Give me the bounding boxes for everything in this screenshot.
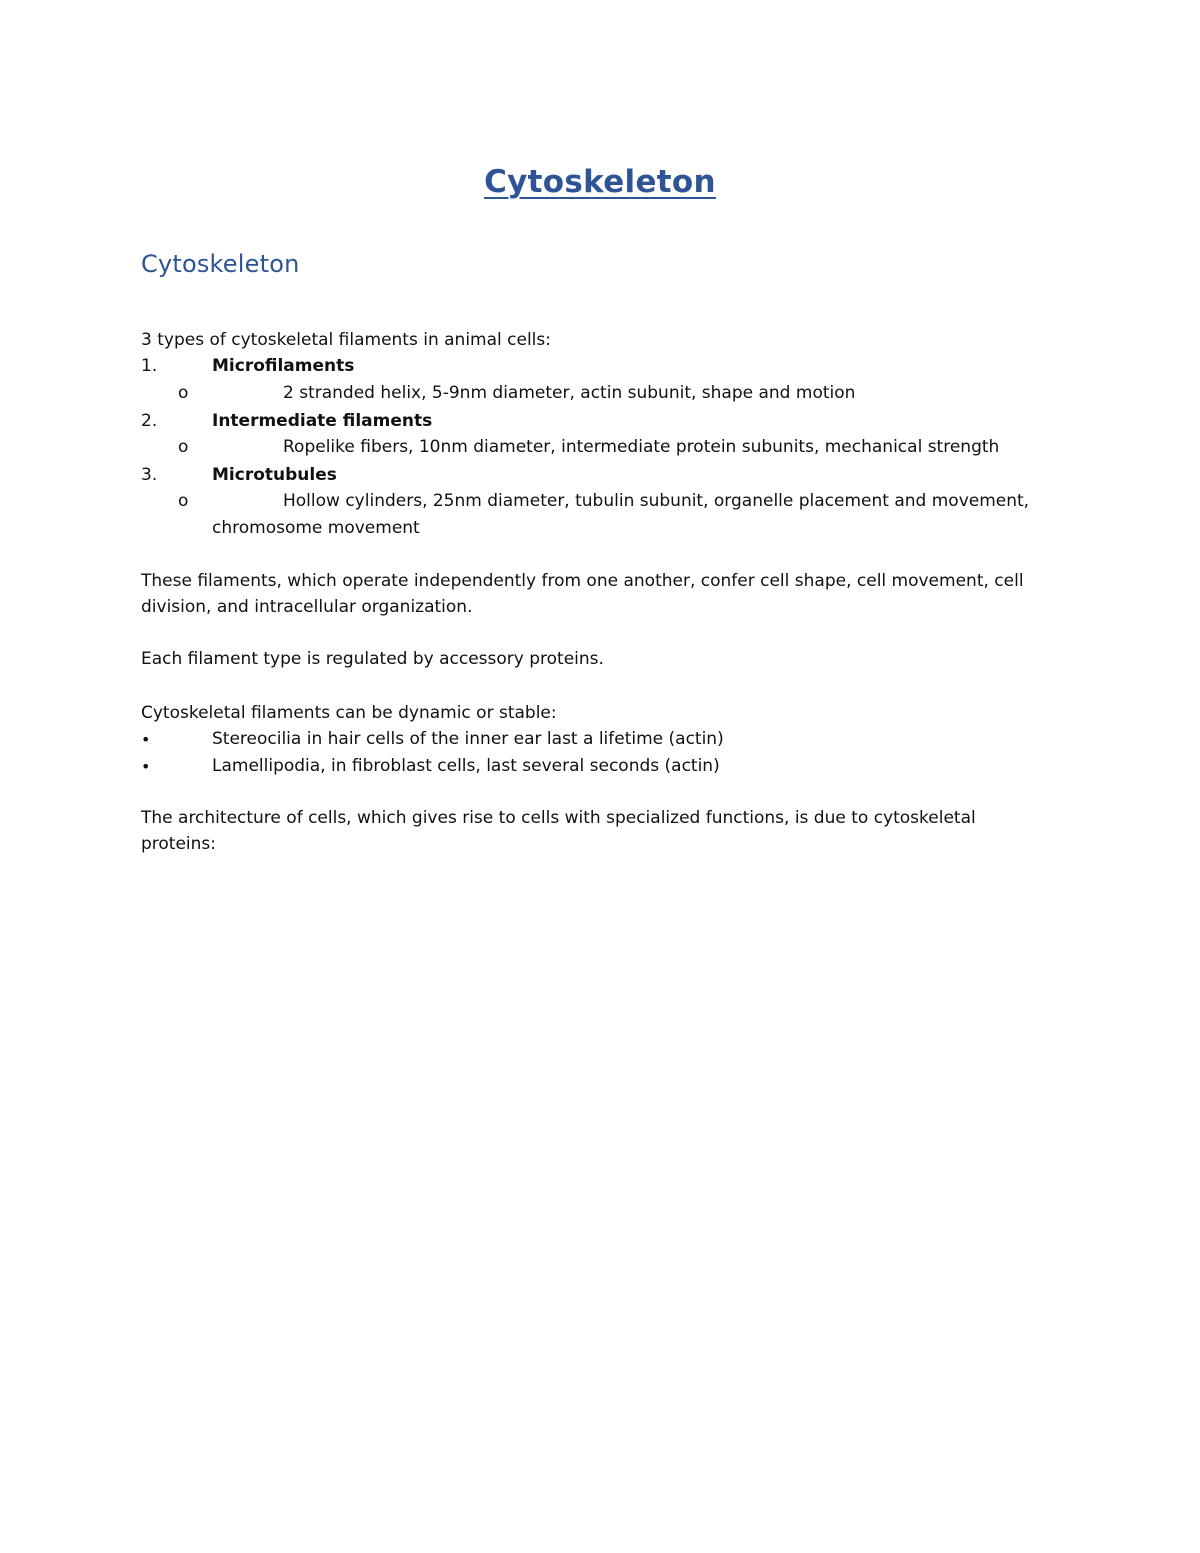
sub-bullet-marker: o xyxy=(178,383,189,403)
filament-name-intermediate: Intermediate filaments xyxy=(212,411,433,431)
sub-bullet-marker: o xyxy=(178,437,189,457)
bullet-item: Lamellipodia, in fibroblast cells, last several seconds (actin) xyxy=(212,756,720,776)
bullet-item: Stereocilia in hair cells of the inner ear last a lifetime (actin) xyxy=(212,729,724,749)
dynamic-intro: Cytoskeletal filaments can be dynamic or stable: xyxy=(141,703,557,723)
filament-detail: 2 stranded helix, 5-9nm diameter, actin subunit, shape and motion xyxy=(283,383,856,403)
filament-name-microfilaments: Microfilaments xyxy=(212,356,355,376)
filament-detail: Hollow cylinders, 25nm diameter, tubulin subunit, organelle placement and movement, xyxy=(283,491,1030,511)
list-number: 2. xyxy=(141,411,158,431)
list-number: 1. xyxy=(141,356,158,376)
bullet-icon: • xyxy=(141,730,151,749)
paragraph-line: The architecture of cells, which gives rise to cells with specialized functions, is due to cytoskeletal xyxy=(141,808,976,828)
paragraph-regulation: Each filament type is regulated by accessory proteins. xyxy=(141,649,604,669)
sub-bullet-marker: o xyxy=(178,491,189,511)
paragraph-line: division, and intracellular organization. xyxy=(141,597,473,617)
intro-text: 3 types of cytoskeletal filaments in animal cells: xyxy=(141,330,551,350)
document-title: Cytoskeleton xyxy=(484,164,716,200)
filament-name-microtubules: Microtubules xyxy=(212,465,337,485)
paragraph-line: These filaments, which operate independently from one another, confer cell shape, cell movement, cell xyxy=(141,571,1024,591)
paragraph-line: proteins: xyxy=(141,834,217,854)
section-heading: Cytoskeleton xyxy=(141,250,300,278)
list-number: 3. xyxy=(141,465,158,485)
bullet-icon: • xyxy=(141,757,151,776)
filament-detail: Ropelike fibers, 10nm diameter, intermediate protein subunits, mechanical strength xyxy=(283,437,1000,457)
filament-detail-continued: chromosome movement xyxy=(212,518,420,538)
